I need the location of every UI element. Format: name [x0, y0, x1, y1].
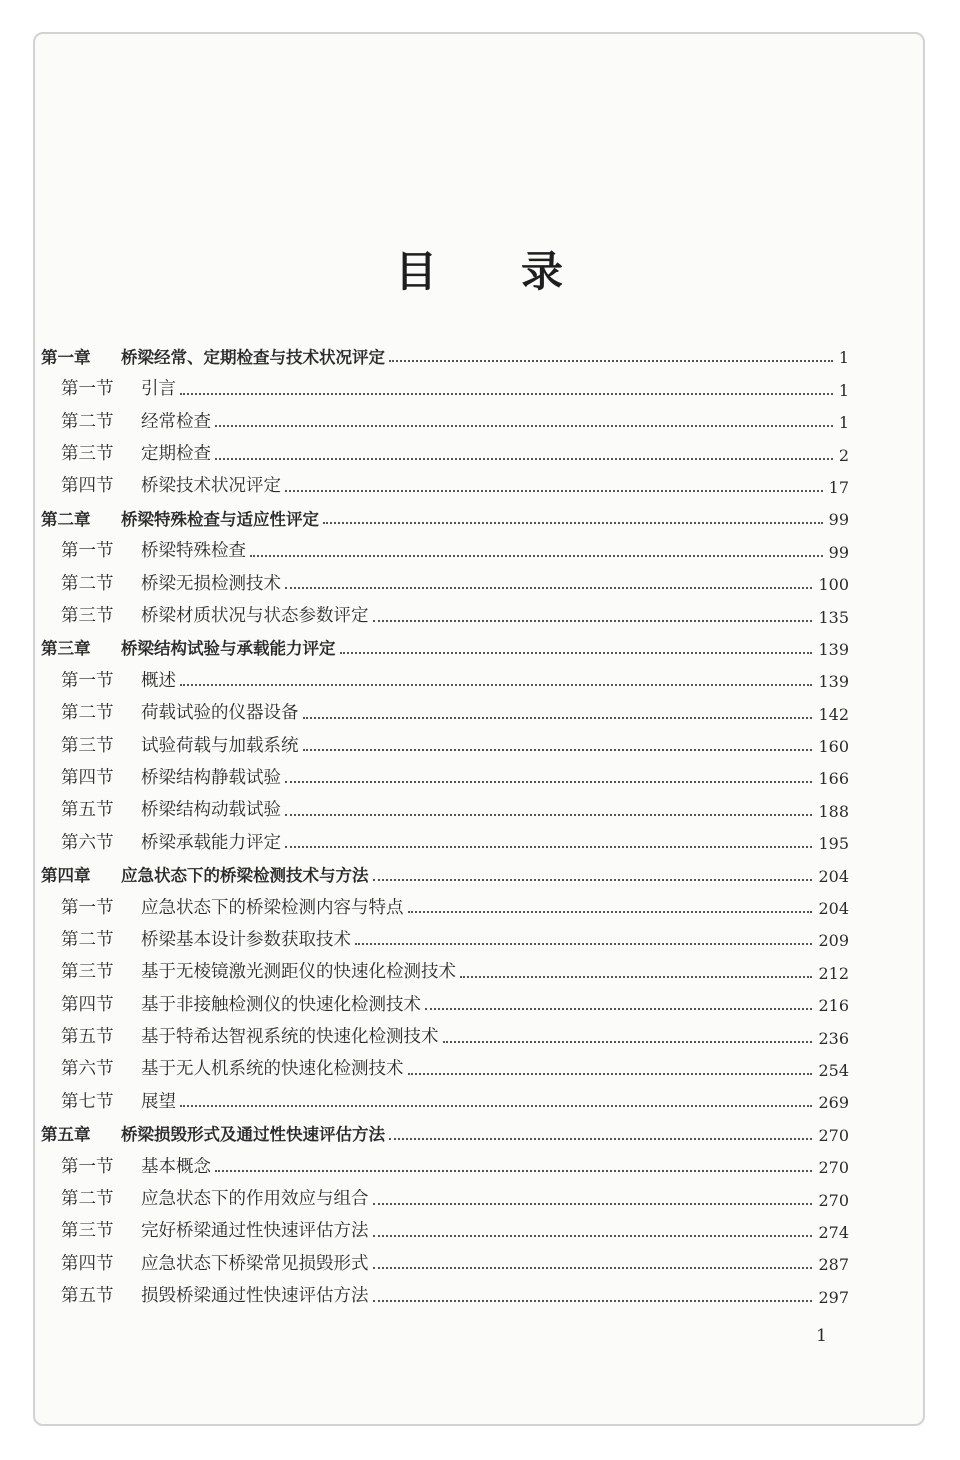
toc-entry-label: 第三节	[61, 735, 114, 756]
toc-entry-title: 应急状态下桥梁常见损毁形式	[141, 1253, 369, 1274]
toc-entry-page: 274	[818, 1222, 849, 1242]
toc-entry-title: 基于无棱镜激光测距仪的快速化检测技术	[141, 962, 456, 983]
dot-leader	[285, 490, 823, 492]
toc-section-entry	[41, 955, 849, 987]
toc-section-entry	[41, 1182, 849, 1214]
toc-entry-page: 2	[838, 445, 849, 465]
toc-entry-page: 269	[818, 1093, 849, 1113]
toc-section-entry	[41, 1279, 849, 1311]
toc-entry-title: 试验荷载与加载系统	[141, 735, 299, 756]
toc-section-entry	[41, 891, 849, 923]
toc-entry-label: 第二节	[61, 411, 114, 432]
page-title: 目录	[394, 247, 647, 296]
toc-entry-label: 第三节	[61, 444, 114, 465]
toc-chapter-entry	[41, 502, 849, 534]
toc-entry-title: 定期检查	[141, 444, 211, 465]
toc-entry-page: 188	[818, 801, 849, 821]
toc-entry-page: 166	[818, 769, 849, 789]
toc-entry-label: 第二章	[41, 509, 91, 529]
toc-entry-title: 桥梁结构静载试验	[141, 767, 281, 788]
toc-entry-page: 139	[818, 639, 849, 659]
dot-leader	[215, 458, 833, 460]
toc-entry-title: 桥梁特殊检查与适应性评定	[121, 509, 319, 529]
toc-entry-label: 第二节	[61, 929, 114, 950]
toc-entry-title: 展望	[141, 1091, 176, 1112]
toc-section-entry	[41, 534, 849, 566]
document-page	[33, 32, 925, 1426]
toc-entry-label: 第一章	[41, 347, 91, 367]
toc-entry-title: 荷载试验的仪器设备	[141, 703, 299, 724]
page-number: 1	[816, 1326, 827, 1346]
dot-leader	[373, 879, 813, 881]
dot-leader	[373, 1267, 813, 1269]
dot-leader	[460, 976, 812, 978]
toc-entry-page: 1	[838, 380, 849, 400]
dot-leader	[425, 1008, 812, 1010]
toc-entry-title: 应急状态下的桥梁检测内容与特点	[141, 897, 404, 918]
toc-entry-page: 254	[818, 1060, 849, 1080]
toc-entry-label: 第四节	[61, 1253, 114, 1274]
toc-entry-title: 完好桥梁通过性快速评估方法	[141, 1221, 369, 1242]
toc-entry-label: 第七节	[61, 1091, 114, 1112]
dot-leader	[355, 943, 812, 945]
toc-entry-page: 204	[818, 866, 849, 886]
toc-entry-page: 1	[838, 413, 849, 433]
toc-entry-page: 204	[818, 899, 849, 919]
dot-leader	[303, 749, 813, 751]
dot-leader	[180, 684, 812, 686]
toc-entry-label: 第二节	[61, 703, 114, 724]
toc-chapter-entry	[41, 1117, 849, 1149]
toc-entry-title: 桥梁基本设计参数获取技术	[141, 929, 351, 950]
toc-entry-page: 287	[818, 1255, 849, 1275]
toc-entry-page: 139	[818, 672, 849, 692]
dot-leader	[373, 620, 813, 622]
toc-entry-page: 135	[818, 607, 849, 627]
dot-leader	[180, 1105, 812, 1107]
toc-section-entry	[41, 1150, 849, 1182]
toc-entry-label: 第五节	[61, 1027, 114, 1048]
toc-section-entry	[41, 470, 849, 502]
toc-entry-label: 第五节	[61, 1286, 114, 1307]
toc-entry-title: 基于无人机系统的快速化检测技术	[141, 1059, 404, 1080]
toc-entry-page: 195	[818, 834, 849, 854]
toc-entry-title: 基于特希达智视系统的快速化检测技术	[141, 1027, 439, 1048]
dot-leader	[373, 1203, 813, 1205]
toc-entry-title: 桥梁特殊检查	[141, 541, 246, 562]
toc-entry-title: 桥梁结构动载试验	[141, 800, 281, 821]
toc-section-entry	[41, 437, 849, 469]
dot-leader	[285, 814, 812, 816]
toc-entry-page: 100	[818, 575, 849, 595]
toc-entry-label: 第一节	[61, 541, 114, 562]
toc-entry-label: 第三节	[61, 962, 114, 983]
toc-section-entry	[41, 1020, 849, 1052]
dot-leader	[215, 425, 833, 427]
dot-leader	[373, 1235, 813, 1237]
toc-entry-page: 99	[828, 510, 849, 530]
toc-entry-label: 第一节	[61, 1156, 114, 1177]
toc-entry-page: 1	[838, 348, 849, 368]
dot-leader	[373, 1300, 813, 1302]
toc-entry-label: 第一节	[61, 897, 114, 918]
toc-section-entry	[41, 664, 849, 696]
toc-entry-title: 概述	[141, 670, 176, 691]
toc-section-entry	[41, 729, 849, 761]
dot-leader	[180, 393, 833, 395]
dot-leader	[285, 587, 812, 589]
dot-leader	[389, 1138, 812, 1140]
dot-leader	[285, 846, 812, 848]
toc-entry-title: 桥梁结构试验与承载能力评定	[121, 639, 336, 659]
toc-entry-label: 第四节	[61, 994, 114, 1015]
toc-entry-title: 应急状态下的作用效应与组合	[141, 1189, 369, 1210]
toc-section-entry	[41, 1215, 849, 1247]
toc-entry-page: 209	[818, 931, 849, 951]
toc-entry-title: 基于非接触检测仪的快速化检测技术	[141, 994, 421, 1015]
dot-leader	[340, 652, 813, 654]
toc-entry-label: 第四章	[41, 866, 91, 886]
toc-entry-page: 212	[818, 963, 849, 983]
toc-entry-label: 第一节	[61, 379, 114, 400]
dot-leader	[408, 1073, 813, 1075]
toc-section-entry	[41, 988, 849, 1020]
toc-entry-label: 第三节	[61, 1221, 114, 1242]
toc-section-entry	[41, 826, 849, 858]
toc-section-entry	[41, 923, 849, 955]
toc-entry-page: 17	[828, 477, 849, 497]
toc-entry-page: 297	[818, 1287, 849, 1307]
toc-entry-page: 236	[818, 1028, 849, 1048]
toc-entry-label: 第六节	[61, 1059, 114, 1080]
toc-section-entry	[41, 599, 849, 631]
toc-entry-label: 第六节	[61, 832, 114, 853]
toc-section-entry	[41, 405, 849, 437]
toc-entry-label: 第一节	[61, 670, 114, 691]
toc-entry-page: 216	[818, 996, 849, 1016]
toc-entry-page: 270	[818, 1158, 849, 1178]
dot-leader	[215, 1170, 812, 1172]
table-of-contents	[41, 340, 849, 1312]
dot-leader	[443, 1041, 813, 1043]
toc-entry-page: 99	[828, 542, 849, 562]
toc-entry-title: 基本概念	[141, 1156, 211, 1177]
toc-entry-title: 引言	[141, 379, 176, 400]
toc-chapter-entry	[41, 632, 849, 664]
toc-chapter-entry	[41, 858, 849, 890]
dot-leader	[389, 360, 833, 362]
toc-entry-label: 第五节	[61, 800, 114, 821]
toc-section-entry	[41, 696, 849, 728]
toc-entry-title: 桥梁无损检测技术	[141, 573, 281, 594]
toc-entry-title: 经常检查	[141, 411, 211, 432]
toc-section-entry	[41, 761, 849, 793]
toc-entry-title: 桥梁经常、定期检查与技术状况评定	[121, 347, 385, 367]
toc-chapter-entry	[41, 340, 849, 372]
toc-section-entry	[41, 1085, 849, 1117]
dot-leader	[303, 717, 813, 719]
toc-entry-title: 桥梁材质状况与状态参数评定	[141, 606, 369, 627]
toc-entry-page: 160	[818, 737, 849, 757]
toc-entry-title: 应急状态下的桥梁检测技术与方法	[121, 866, 369, 886]
toc-section-entry	[41, 1053, 849, 1085]
toc-entry-label: 第三章	[41, 639, 91, 659]
toc-section-entry	[41, 567, 849, 599]
toc-entry-title: 损毁桥梁通过性快速评估方法	[141, 1286, 369, 1307]
toc-entry-label: 第四节	[61, 767, 114, 788]
toc-entry-label: 第二节	[61, 573, 114, 594]
toc-section-entry	[41, 372, 849, 404]
toc-entry-label: 第三节	[61, 606, 114, 627]
toc-entry-page: 270	[818, 1190, 849, 1210]
toc-entry-page: 142	[818, 704, 849, 724]
toc-entry-label: 第二节	[61, 1189, 114, 1210]
dot-leader	[250, 555, 823, 557]
toc-entry-title: 桥梁承载能力评定	[141, 832, 281, 853]
toc-section-entry	[41, 1247, 849, 1279]
toc-entry-label: 第四节	[61, 476, 114, 497]
dot-leader	[285, 781, 812, 783]
toc-entry-title: 桥梁损毁形式及通过性快速评估方法	[121, 1125, 385, 1145]
toc-entry-label: 第五章	[41, 1125, 91, 1145]
toc-section-entry	[41, 793, 849, 825]
toc-entry-title: 桥梁技术状况评定	[141, 476, 281, 497]
toc-entry-page: 270	[818, 1125, 849, 1145]
dot-leader	[323, 522, 823, 524]
dot-leader	[408, 911, 813, 913]
